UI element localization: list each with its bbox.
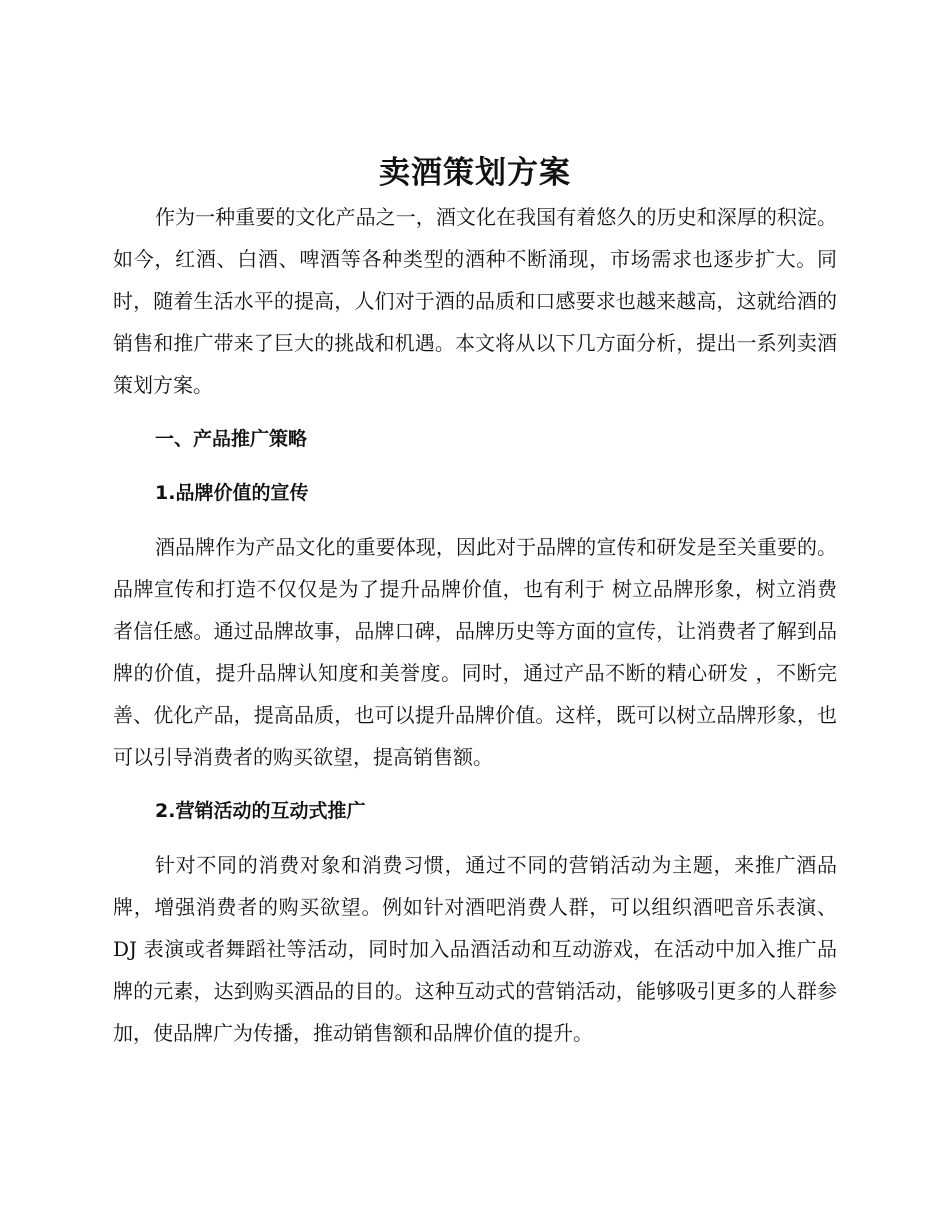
- document-title: 卖酒策划方案: [379, 155, 571, 191]
- section-heading-product-strategy: 一、产品推广策略: [155, 428, 308, 450]
- subsection-heading-brand-value: 1.品牌价值的宣传: [155, 482, 309, 504]
- interactive-marketing-paragraph: 针对不同的消费对象和消费习惯，通过不同的营销活动为主题，来推广酒品牌，增强消费者的购买欲望。例如针对酒吧消费人群，可以组织酒吧音乐表演、DJ 表演或者舞蹈社等活动，同时加入品酒活动和互动游戏，在活动中加入推广品牌的元素，达到购买酒品的目的。这种互动式的营销活动，能够吸引更多的人群参加，使品牌广为传播，推动销售额和品牌价值的提升。: [113, 853, 837, 1045]
- brand-value-paragraph: 酒品牌作为产品文化的重要体现，因此对于品牌的宣传和研发是至关重要的。品牌宣传和打造不仅仅是为了提升品牌价值，也有利于 树立品牌形象，树立消费者信任感。通过品牌故事，品牌口碑，品牌历史等方面的宣传，让消费者了解到品牌的价值，提升品牌认知度和美誉度。同时，通过产品不断的精心研发 ，不断完善、优化产品，提高品质，也可以提升品牌价值。这样，既可以树立品牌形象，也可以引导消费者的购买欲望，提高销售额。: [113, 535, 837, 769]
- intro-paragraph: 作为一种重要的文化产品之一，酒文化在我国有着悠久的历史和深厚的积淀。如今，红酒、白酒、啤酒等各种类型的酒种不断涌现，市场需求也逐步扩大。同时，随着生活水平的提高，人们对于酒的品质和口感要求也越来越高，这就给酒的销售和推广带来了巨大的挑战和机遇。本文将从以下几方面分析，提出一系列卖酒策划方案。: [113, 205, 837, 397]
- subsection-heading-interactive-marketing: 2.营销活动的互动式推广: [155, 800, 366, 822]
